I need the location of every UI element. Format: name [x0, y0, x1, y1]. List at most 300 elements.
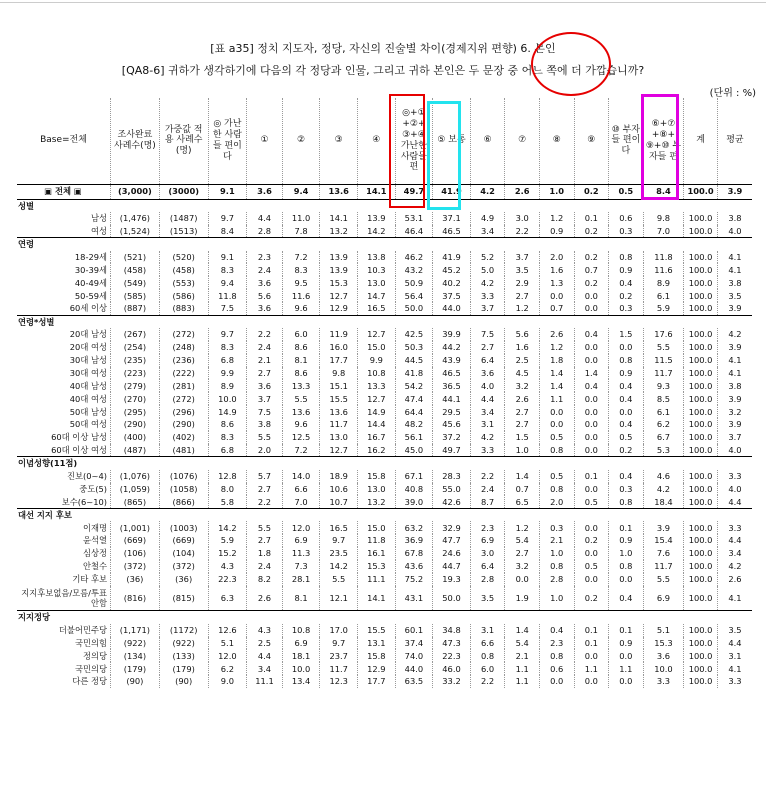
cell-value: 5.8	[208, 495, 247, 508]
cell-value: 3.2	[505, 379, 540, 392]
cell-value: 4.4	[247, 649, 283, 662]
cell-value: 13.0	[358, 483, 396, 496]
cell-value: 8.1	[282, 354, 320, 367]
cell-value: 15.3	[358, 560, 396, 573]
cell-value: (1,524)	[111, 225, 160, 238]
cell-value: 12.9	[358, 662, 396, 675]
section-label: 연령*성별	[17, 315, 752, 328]
cell-value: 100.0	[684, 444, 718, 457]
cell-value: 4.6	[643, 470, 684, 483]
cell-value: 1.0	[505, 444, 540, 457]
cell-value: 8.7	[470, 495, 505, 508]
cell-value: 6.4	[470, 560, 505, 573]
cell-value: (290)	[111, 418, 160, 431]
cell-value: 0.0	[539, 405, 574, 418]
cell-value: 50.0	[433, 586, 471, 611]
cell-value: 12.7	[358, 328, 396, 341]
cell-value: 7.0	[282, 495, 320, 508]
row-label: 기타 후보	[72, 574, 108, 585]
cell-value: 0.1	[574, 637, 609, 650]
cell-value: 3.6	[643, 649, 684, 662]
row-label: 이재명	[82, 522, 108, 533]
cell-value: 17.7	[320, 354, 358, 367]
cell-value: 1.8	[539, 354, 574, 367]
cell-value: 1.5	[609, 328, 644, 341]
cell-value: 44.0	[433, 302, 471, 315]
cell-value: 46.2	[395, 251, 433, 264]
cell-value: 37.5	[433, 289, 471, 302]
cell-value: 15.3	[643, 637, 684, 650]
table-row	[17, 251, 752, 264]
cell-value: 0.4	[609, 586, 644, 611]
cell-value: 11.9	[320, 328, 358, 341]
row-label: 60대 이상 여성	[51, 444, 108, 455]
cell-value: 0.5	[574, 495, 609, 508]
row-label: 남성	[90, 213, 108, 224]
row-label: 지지후보없음/모름/투표안함	[21, 587, 108, 608]
cell-value: (279)	[111, 379, 160, 392]
cell-value: 0.4	[609, 379, 644, 392]
cell-value: 1.1	[505, 675, 540, 688]
cell-value: 2.7	[505, 405, 540, 418]
cell-value: 100.0	[684, 405, 718, 418]
cell-value: 64.4	[395, 405, 433, 418]
cell-value: 6.0	[282, 328, 320, 341]
cell-value: 15.2	[208, 547, 247, 560]
cell-value: 3.9	[717, 184, 752, 199]
cell-value: 3.6	[470, 367, 505, 380]
cell-value: 9.6	[282, 302, 320, 315]
cell-value: (458)	[111, 263, 160, 276]
cell-value: 13.9	[320, 263, 358, 276]
cell-value: 16.7	[358, 431, 396, 444]
cell-value: 0.8	[609, 354, 644, 367]
cell-value: 6.9	[643, 586, 684, 611]
row-label: 40대 남성	[69, 380, 108, 391]
cell-value: 0.5	[574, 560, 609, 573]
cell-value: 1.1	[539, 392, 574, 405]
cell-value: 3.9	[717, 418, 752, 431]
cell-value: 17.0	[320, 624, 358, 637]
cell-value: 0.0	[574, 483, 609, 496]
cell-value: 10.3	[358, 263, 396, 276]
cell-value: 4.1	[717, 251, 752, 264]
cell-value: 0.0	[574, 405, 609, 418]
cell-value: (372)	[111, 560, 160, 573]
table-row	[17, 637, 752, 650]
cell-value: 2.3	[539, 637, 574, 650]
cell-value: 9.0	[208, 675, 247, 688]
cell-value: 1.4	[539, 379, 574, 392]
table-row	[17, 354, 752, 367]
cell-value: 1.1	[609, 662, 644, 675]
cell-value: 8.4	[208, 225, 247, 238]
table-row	[17, 263, 752, 276]
cell-value: 6.2	[208, 662, 247, 675]
cell-value: 100.0	[684, 354, 718, 367]
cell-value: 0.4	[609, 276, 644, 289]
cell-value: 15.0	[358, 521, 396, 534]
row-label: 20대 여성	[69, 342, 108, 353]
cell-value: 0.4	[609, 392, 644, 405]
cell-value: 16.1	[358, 547, 396, 560]
cell-value: 0.4	[609, 418, 644, 431]
cell-value: (90)	[159, 675, 208, 688]
cell-value: 3.7	[470, 302, 505, 315]
cell-value: 16.2	[358, 444, 396, 457]
cell-value: 3.7	[717, 431, 752, 444]
cell-value: 0.8	[609, 251, 644, 264]
cell-value: 0.4	[574, 379, 609, 392]
cell-value: (281)	[159, 379, 208, 392]
cell-value: 9.4	[208, 276, 247, 289]
cell-value: 7.8	[282, 225, 320, 238]
cell-value: 9.8	[643, 212, 684, 225]
cell-value: 0.2	[574, 225, 609, 238]
cell-value: 36.5	[433, 379, 471, 392]
cell-value: 1.1	[505, 662, 540, 675]
cell-value: 1.3	[539, 276, 574, 289]
cell-value: 12.6	[208, 624, 247, 637]
table-row	[17, 341, 752, 354]
table-row	[17, 302, 752, 315]
cell-value: 6.9	[470, 534, 505, 547]
cell-value: 0.5	[539, 431, 574, 444]
cell-value: 6.9	[282, 637, 320, 650]
cell-value: 0.2	[609, 444, 644, 457]
cell-value: 4.9	[470, 212, 505, 225]
cell-value: 11.8	[208, 289, 247, 302]
cell-value: 0.0	[574, 302, 609, 315]
cell-value: 13.8	[358, 251, 396, 264]
cell-value: 2.4	[247, 560, 283, 573]
cell-value: 100.0	[684, 675, 718, 688]
cell-value: 14.4	[358, 418, 396, 431]
cell-value: 2.2	[247, 495, 283, 508]
cell-value: 12.1	[320, 586, 358, 611]
row-label: 50대 여성	[69, 419, 108, 430]
cell-value: (1058)	[159, 483, 208, 496]
cell-value: (481)	[159, 444, 208, 457]
table-body	[17, 184, 752, 688]
cell-value: 100.0	[684, 547, 718, 560]
cell-value: 6.3	[208, 586, 247, 611]
cell-value: 0.8	[539, 483, 574, 496]
cell-value: 15.8	[358, 649, 396, 662]
cell-value: 3.5	[717, 624, 752, 637]
cell-value: (549)	[111, 276, 160, 289]
cell-value: (3,000)	[111, 184, 160, 199]
cell-value: 0.6	[609, 212, 644, 225]
cell-value: 0.0	[574, 341, 609, 354]
cell-value: 12.5	[282, 431, 320, 444]
cell-value: 3.1	[470, 624, 505, 637]
row-label: 윤석열	[82, 535, 108, 546]
cell-value: (290)	[159, 418, 208, 431]
cell-value: 1.2	[539, 212, 574, 225]
cell-value: 2.7	[247, 367, 283, 380]
row-label: 30대 여성	[69, 367, 108, 378]
cell-value: 41.9	[433, 184, 471, 199]
cell-value: 34.8	[433, 624, 471, 637]
cell-value: 0.0	[574, 289, 609, 302]
cell-value: 0.1	[574, 470, 609, 483]
cell-value: 2.0	[247, 444, 283, 457]
cell-value: 3.6	[247, 379, 283, 392]
cell-value: 0.0	[574, 521, 609, 534]
cell-value: 50.0	[395, 302, 433, 315]
cell-value: 0.2	[574, 251, 609, 264]
cell-value: (104)	[159, 547, 208, 560]
cell-value: (865)	[111, 495, 160, 508]
cell-value: 3.7	[247, 392, 283, 405]
cell-value: 5.3	[643, 444, 684, 457]
cell-value: 13.9	[358, 212, 396, 225]
cell-value: 0.8	[609, 560, 644, 573]
cell-value: 1.2	[505, 302, 540, 315]
cell-value: 0.4	[609, 470, 644, 483]
cell-value: 3.6	[247, 276, 283, 289]
row-label: 30-39세	[74, 264, 108, 275]
table-row	[17, 521, 752, 534]
cell-value: 100.0	[684, 521, 718, 534]
cell-value: 100.0	[684, 367, 718, 380]
cell-value: 3.9	[717, 392, 752, 405]
cell-value: 13.6	[282, 405, 320, 418]
cell-value: 3.6	[247, 302, 283, 315]
header-col-5: ⑤ 보통	[433, 98, 471, 184]
cell-value: 55.0	[433, 483, 471, 496]
cell-value: 12.3	[320, 675, 358, 688]
cell-value: 5.5	[247, 521, 283, 534]
section-header-row	[17, 508, 752, 521]
cell-value: 100.0	[684, 341, 718, 354]
table-row	[17, 470, 752, 483]
cell-value: 100.0	[684, 586, 718, 611]
cell-value: 74.0	[395, 649, 433, 662]
cell-value: 2.9	[505, 276, 540, 289]
cell-value: 0.0	[574, 354, 609, 367]
cell-value: 47.7	[433, 534, 471, 547]
cell-value: 0.2	[574, 184, 609, 199]
cell-value: 3.2	[505, 560, 540, 573]
cell-value: 0.0	[609, 649, 644, 662]
cell-value: 4.0	[717, 483, 752, 496]
cell-value: (1,476)	[111, 212, 160, 225]
header-average: 평균	[717, 98, 752, 184]
row-label: 30대 남성	[69, 354, 108, 365]
cell-value: 100.0	[684, 392, 718, 405]
table-row	[17, 624, 752, 637]
cell-value: (1,171)	[111, 624, 160, 637]
cell-value: (36)	[159, 573, 208, 586]
cell-value: 4.2	[470, 276, 505, 289]
cell-value: 18.9	[320, 470, 358, 483]
cell-value: 0.9	[539, 225, 574, 238]
cell-value: 8.0	[208, 483, 247, 496]
cell-value: 0.2	[574, 586, 609, 611]
cell-value: 18.4	[643, 495, 684, 508]
cell-value: 10.0	[282, 662, 320, 675]
header-col-4: ④	[358, 98, 396, 184]
cell-value: 0.4	[539, 624, 574, 637]
cell-value: 100.0	[684, 495, 718, 508]
cell-value: 0.0	[539, 418, 574, 431]
cell-value: 0.1	[609, 624, 644, 637]
cell-value: 4.4	[247, 212, 283, 225]
cell-value: 3.1	[717, 649, 752, 662]
cell-value: 7.2	[282, 444, 320, 457]
cell-value: (236)	[159, 354, 208, 367]
cell-value: 1.6	[539, 263, 574, 276]
cell-value: 2.3	[470, 521, 505, 534]
cell-value: 36.9	[395, 534, 433, 547]
cell-value: 6.9	[282, 534, 320, 547]
row-label: 진보(0~4)	[67, 471, 108, 481]
cell-value: 2.5	[247, 637, 283, 650]
cell-value: 100.0	[684, 328, 718, 341]
cell-value: 4.4	[717, 534, 752, 547]
section-header-row	[17, 611, 752, 624]
cell-value: 13.6	[320, 405, 358, 418]
cell-value: 11.7	[320, 418, 358, 431]
cell-value: 9.4	[282, 184, 320, 199]
cell-value: 7.5	[470, 328, 505, 341]
header-col-0: ◎ 가난한 사람들 편이다	[208, 98, 247, 184]
highlight-ellipse-annotation	[531, 32, 611, 96]
cell-value: 3.3	[470, 289, 505, 302]
row-label: 심상정	[82, 548, 108, 559]
cell-value: (1,059)	[111, 483, 160, 496]
cell-value: 63.5	[395, 675, 433, 688]
header-rich-sum: ⑥+⑦ +⑧+ ⑨+⑩ 부자들 편	[643, 98, 684, 184]
cell-value: 100.0	[684, 379, 718, 392]
cell-value: 1.8	[247, 547, 283, 560]
row-label: 중도(5)	[79, 483, 108, 494]
cell-value: (248)	[159, 341, 208, 354]
cell-value: 0.8	[470, 649, 505, 662]
cell-value: 1.0	[539, 586, 574, 611]
cell-value: (223)	[111, 367, 160, 380]
cell-value: 0.0	[574, 573, 609, 586]
cell-value: 4.2	[717, 328, 752, 341]
header-base: Base=전체	[40, 135, 87, 146]
cell-value: 4.4	[717, 495, 752, 508]
table-row	[17, 560, 752, 573]
cell-value: 2.2	[470, 675, 505, 688]
cell-value: 9.8	[320, 367, 358, 380]
cell-value: 10.8	[282, 624, 320, 637]
cell-value: 6.1	[643, 405, 684, 418]
cell-value: (222)	[159, 367, 208, 380]
cell-value: (3000)	[159, 184, 208, 199]
cell-value: 8.3	[208, 341, 247, 354]
cell-value: 14.7	[358, 289, 396, 302]
cell-value: 3.5	[505, 263, 540, 276]
cell-value: 46.5	[433, 367, 471, 380]
cell-value: 8.3	[282, 263, 320, 276]
cell-value: (553)	[159, 276, 208, 289]
cell-value: 5.1	[208, 637, 247, 650]
cell-value: 47.3	[433, 637, 471, 650]
cell-value: (521)	[111, 251, 160, 264]
cell-value: 0.0	[539, 675, 574, 688]
cell-value: 1.9	[505, 586, 540, 611]
cell-value: 0.7	[574, 263, 609, 276]
cell-value: 5.4	[505, 637, 540, 650]
cell-value: 2.7	[505, 418, 540, 431]
cell-value: 13.2	[320, 225, 358, 238]
cell-value: 8.6	[282, 341, 320, 354]
table-row	[17, 276, 752, 289]
cell-value: 10.8	[358, 367, 396, 380]
cell-value: (815)	[159, 586, 208, 611]
table-row	[17, 431, 752, 444]
cell-value: (134)	[111, 649, 160, 662]
cell-value: 24.6	[433, 547, 471, 560]
cell-value: 2.7	[505, 289, 540, 302]
cell-value: 12.7	[320, 289, 358, 302]
cell-value: 5.1	[643, 624, 684, 637]
cell-value: 0.0	[505, 573, 540, 586]
cell-value: 3.3	[643, 675, 684, 688]
cell-value: (267)	[111, 328, 160, 341]
table-row	[17, 662, 752, 675]
cell-value: (179)	[159, 662, 208, 675]
cell-value: 0.8	[539, 560, 574, 573]
section-header-row	[17, 238, 752, 251]
cell-value: 3.3	[717, 470, 752, 483]
cell-value: 0.5	[609, 431, 644, 444]
cell-value: 14.9	[208, 405, 247, 418]
table-row	[17, 418, 752, 431]
cell-value: (270)	[111, 392, 160, 405]
cell-value: 2.8	[470, 573, 505, 586]
cell-value: 8.9	[208, 379, 247, 392]
cell-value: (1172)	[159, 624, 208, 637]
row-label: 여성	[90, 225, 108, 236]
cell-value: 2.3	[247, 251, 283, 264]
cell-value: 22.3	[208, 573, 247, 586]
header-total: 계	[684, 98, 718, 184]
cell-value: 12.9	[320, 302, 358, 315]
cell-value: 28.3	[433, 470, 471, 483]
cell-value: 1.6	[505, 341, 540, 354]
cell-value: 63.2	[395, 521, 433, 534]
cell-value: 7.5	[247, 405, 283, 418]
cell-value: 0.9	[609, 637, 644, 650]
cell-value: 9.9	[358, 354, 396, 367]
cell-value: 10.7	[320, 495, 358, 508]
cell-value: 4.3	[247, 624, 283, 637]
cell-value: 4.4	[717, 637, 752, 650]
cell-value: 6.2	[643, 418, 684, 431]
cell-value: 56.4	[395, 289, 433, 302]
row-label: 국민의힘	[74, 637, 108, 648]
cell-value: 2.2	[470, 470, 505, 483]
cell-value: 8.1	[282, 586, 320, 611]
cell-value: 0.7	[505, 483, 540, 496]
cell-value: 14.1	[320, 212, 358, 225]
cell-value: 12.0	[282, 521, 320, 534]
cell-value: (520)	[159, 251, 208, 264]
cell-value: 13.3	[358, 379, 396, 392]
cell-value: 0.2	[609, 289, 644, 302]
row-label: 국민의당	[74, 663, 108, 674]
cell-value: 39.0	[395, 495, 433, 508]
cell-value: (106)	[111, 547, 160, 560]
cell-value: 41.9	[433, 251, 471, 264]
